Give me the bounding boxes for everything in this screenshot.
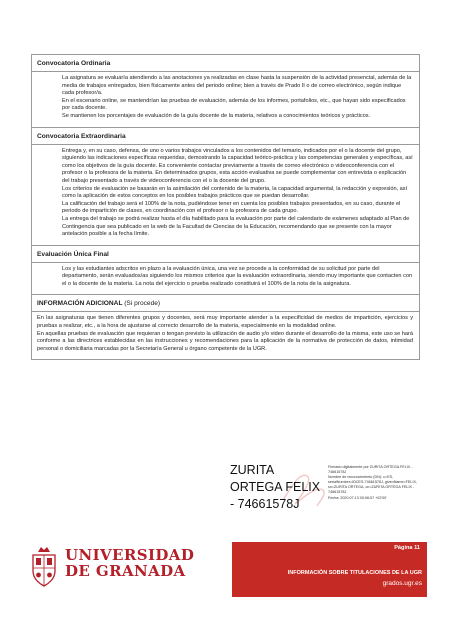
paragraph: La calificación del trabajo será el 100% de la nota, pudiéndose tener en cuenta los posibles trabajos presentados, en su caso, durante el periodo de impartición de clases, en coordinación con el profesor o la profesora de cada grupo. [62,200,401,215]
paragraph: En las asignaturas que tienen diferentes grupos y docentes, será muy importante atender a la especificidad de medios de impartición, ejercicios y pruebas a realizar, etc., a la hora de ajustarse al correcto desarrollo de la materia, especialmente en la modalidad online. [37,315,413,330]
section-ordinaria [31,54,420,127]
evaluation-document [31,54,420,360]
signer-name-line: ORTEGA FELIX [230,480,321,494]
paragraph: Se mantienen los porcentajes de evaluación de la guía docente de la materia, relativos a conocimientos teóricos y prácticos. [62,112,371,119]
paragraph: Los criterios de evaluación se basarán en la asimilación del contenido de la materia, la capacidad argumental, la redacción y expresión, así como la aplicación de estos conceptos en los posibles trabajos prácticos que se puedan desarrollar. [62,185,408,200]
section-extraordinaria [31,127,420,245]
signer-name [230,462,320,513]
section-informacion-adicional [31,294,420,360]
section-evaluacion-unica [31,245,420,295]
paragraph: La entrega del trabajo se podrá realizar hasta el día habilitado para la evaluación por parte del calendario de exámenes adaptado al Plan de Contingencia que sea publicado en la web de la Facultad de Ciencias de la Educación, recomendando que se presente con la mayor antelación posible a la fecha límite. [62,215,410,238]
section-body [32,145,419,245]
signature-detail-line: Firmado digitalmente por ZURITA ORTEGA FELIX - 74661578J [328,465,413,475]
university-crest-icon [29,545,59,589]
section-title-text: INFORMACIÓN ADICIONAL [37,300,123,308]
footer-bar [232,542,427,597]
signer-name-line: - 74661578J [230,497,300,511]
section-title: Convocatoria Extraordinaria [32,128,419,145]
section-body [32,263,419,295]
section-body [32,312,419,359]
signature-details [328,465,428,501]
section-body [32,72,419,127]
paragraph: Entrega y, en su caso, defensa, de uno o varios trabajos vinculados a los contenidos del temario, indicados por el o la docente del grupo, siguiendo las indicaciones específicas requeridas, demostrando la capacidad teórico-práctica y las competencias generales y específicas, así como los objetivos de la guía docente. Es conveniente contactar previamente a través de correo electrónico o videoconferencia con el profesor o la profesora de la materia. En determinados grupos, esta acción evaluativa se puede complementar con entrevista o explicación del trabajo presentado a través de videoconferencia con el o la docente del grupo. [62,147,413,184]
signature-detail-line: Fecha: 2020.07.13 00:06:57 +02'00' [328,495,387,500]
university-name [65,548,194,579]
paragraph: En el escenario online, se mantendrían las pruebas de evaluación, además de los informes, portafolios, etc., que hayan sido especificados por cada docente. [62,97,406,112]
footer-info-text: INFORMACIÓN SOBRE TITULACIONES DE LA UGR [287,570,422,576]
university-name-line: UNIVERSIDAD [65,546,195,564]
page-number: Página 11 [394,545,420,551]
signature-detail-line: Nombre de reconocimiento (DN): c=ES, serialNumber=IDCES-74661578J, givenName=FELIX, sn=ZURITA ORTEGA, cn=ZURITA ORTEGA FELIX - 74661578J [328,475,417,495]
digital-signature [230,462,430,512]
university-name-line: DE GRANADA [65,561,186,580]
section-title-suffix: (Si procede) [124,300,161,308]
signer-name-line: ZURITA [230,463,275,477]
section-title: Evaluación Única Final [32,246,419,263]
footer-site-link[interactable]: grados.ugr.es [382,580,422,587]
section-title: Convocatoria Ordinaria [32,55,419,72]
section-title [32,295,419,312]
paragraph: Los y las estudiantes adscritos en plazo a la evaluación única, una vez se procede a la conformidad de su solicitud por parte del departamento, serán evaluados/as siguiendo los mismos criterios que la evaluación extraordinaria, siendo muy importante que contacten con el o la docente de la materia. La nota del ejercicio o prueba realizado constituirá el 100% de la nota de la asignatura. [62,265,413,287]
paragraph: La asignatura se evaluaría atendiendo a las anotaciones ya realizadas en clase hasta la suspensión de la actividad presencial, además de la media de trabajos entregados, bien físicamente antes del periodo online; bien a través de Prado II o de correo electrónico, según indique cada profesor/a. [62,75,412,97]
paragraph: En aquellas pruebas de evaluación que requieran o tengan previsto la utilización de audio y/o video durante el desarrollo de la misma, este uso se hará conforme a las directrices establecidas en las instrucciones y recomendaciones para la aplicación de la normativa de protección de datos, intimidad personal o domiciliaria marcadas por la Secretaría General u órgano competente de la UGR. [37,330,413,352]
